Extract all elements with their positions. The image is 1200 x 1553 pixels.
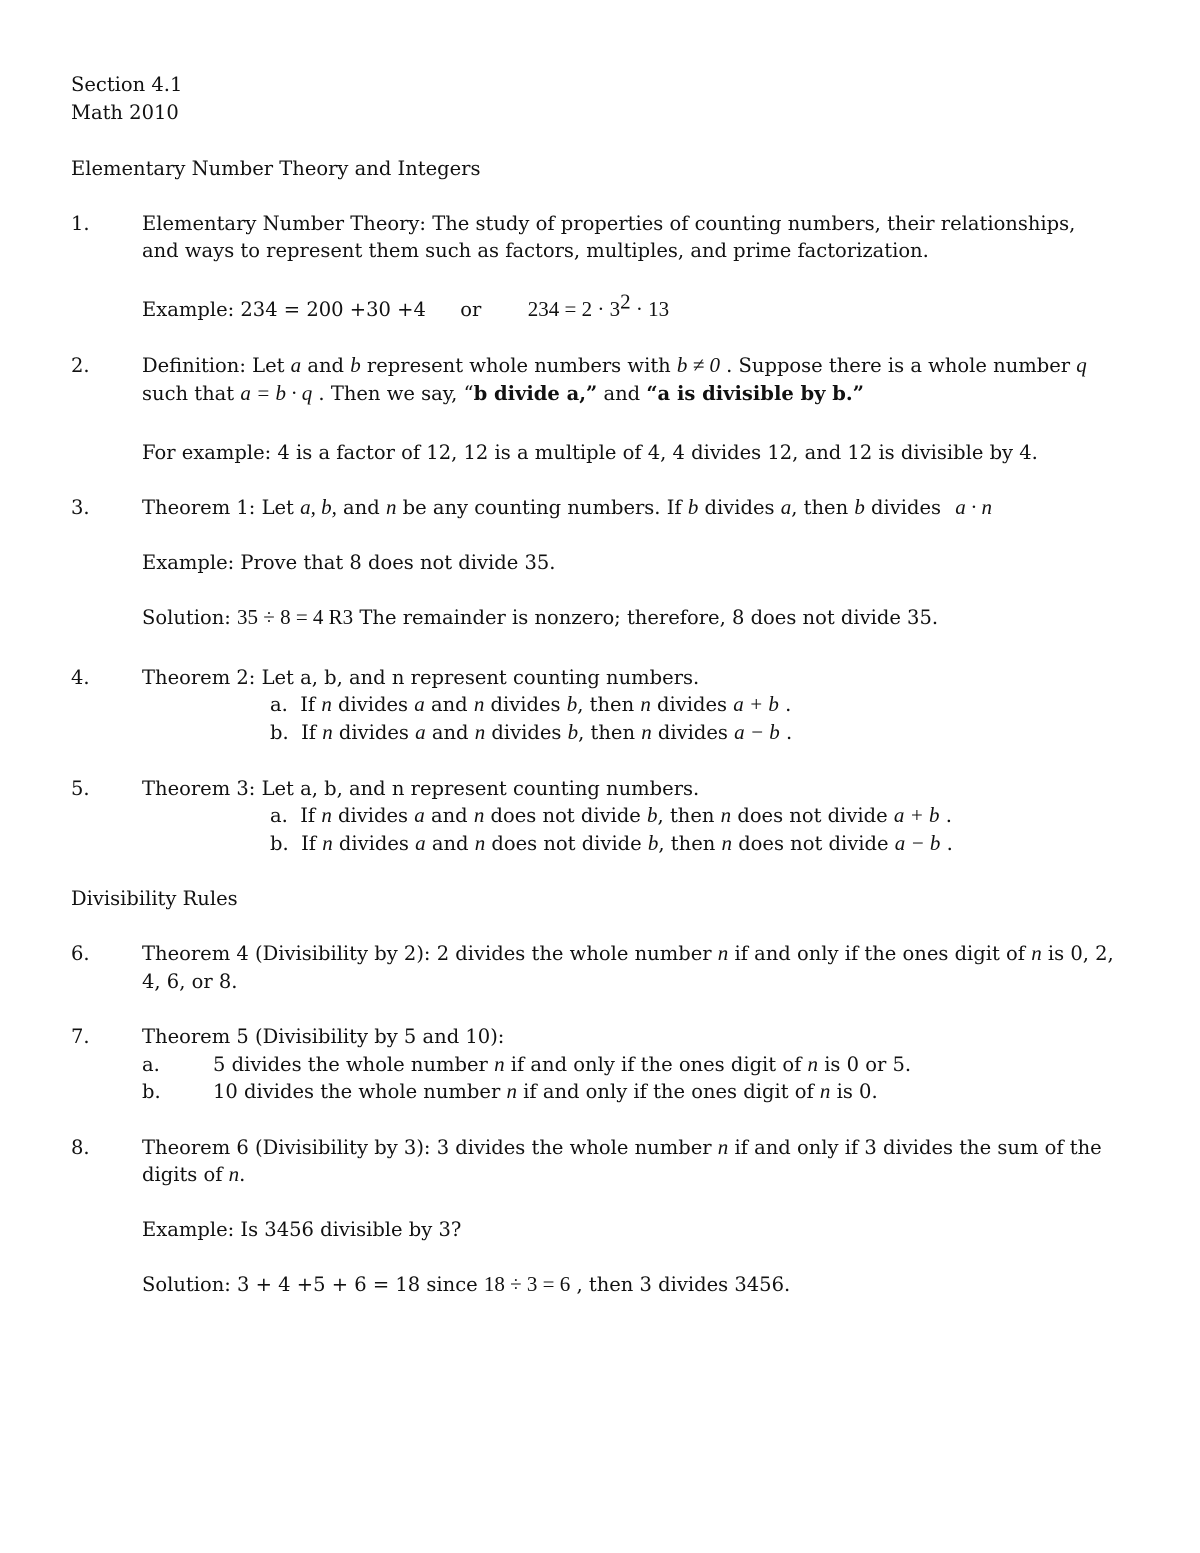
- text-span: and: [597, 382, 647, 405]
- item1-example: [142, 289, 670, 323]
- text-span: The remainder is nonzero; therefore, 8 does not divide 35.: [353, 606, 939, 629]
- var-n: n: [819, 1079, 831, 1103]
- part-label: b.: [270, 832, 289, 855]
- item3-solution: [142, 604, 938, 631]
- item3-theorem: [142, 494, 992, 521]
- text-span: such that: [142, 382, 241, 405]
- item4-part-a: [270, 691, 791, 718]
- section-heading: Divisibility Rules: [71, 887, 238, 910]
- text-span: Theorem 1: Let: [142, 496, 301, 519]
- item6-line1: [142, 940, 1114, 967]
- text-span: does not divide: [484, 804, 648, 827]
- item-number: 8.: [71, 1136, 90, 1159]
- item8-line2: [142, 1161, 245, 1188]
- product-math: a · n: [955, 495, 992, 519]
- var-n: n: [641, 720, 652, 744]
- var-n: n: [321, 803, 332, 827]
- var-a: a: [414, 692, 425, 716]
- text-span: is 0 or 5.: [818, 1053, 912, 1076]
- item8-example: Example: Is 3456 divisible by 3?: [142, 1218, 462, 1241]
- solution-math: 35 ÷ 8 = 4 R3: [237, 605, 354, 629]
- var-n: n: [473, 803, 485, 827]
- item1-example-math: 234 = 2 · 3: [527, 297, 621, 321]
- var-n: n: [1031, 941, 1042, 965]
- var-b: b: [567, 720, 579, 744]
- text-span: Definition: Let: [142, 354, 291, 377]
- item2-line1: [142, 352, 1087, 379]
- text-span: . Then we say, “: [312, 382, 474, 405]
- text-span: . Suppose there is a whole number: [719, 354, 1077, 377]
- sum-math: a + b: [733, 692, 779, 716]
- section-label: Section 4.1: [71, 73, 183, 96]
- text-span: Solution:: [142, 606, 238, 629]
- item-number: 2.: [71, 354, 90, 377]
- text-span: and: [425, 721, 475, 744]
- item-number: 4.: [71, 666, 90, 689]
- text-span: 5 divides the whole number: [213, 1053, 495, 1076]
- var-n: n: [385, 495, 397, 519]
- item4-part-b: [270, 719, 792, 746]
- item6-line2: 4, 6, or 8.: [142, 970, 238, 993]
- text-span: divides: [331, 693, 415, 716]
- text-span: .: [778, 693, 792, 716]
- text-span: divides: [650, 693, 734, 716]
- item4-heading: Theorem 2: Let a, b, and n represent counting numbers.: [142, 666, 700, 689]
- var-n: n: [640, 692, 651, 716]
- var-a: a: [290, 353, 302, 377]
- text-span: If: [300, 693, 322, 716]
- item7-part-a: [213, 1051, 911, 1078]
- text-span: , then: [657, 804, 721, 827]
- item1-line2: and ways to represent them such as factors, multiples, and prime factorization.: [142, 239, 929, 262]
- var-n: n: [322, 831, 333, 855]
- text-span: and: [424, 693, 474, 716]
- text-span: .: [779, 721, 793, 744]
- item7-heading: Theorem 5 (Divisibility by 5 and 10):: [142, 1025, 505, 1048]
- page-title: Elementary Number Theory and Integers: [71, 157, 481, 180]
- course-label: Math 2010: [71, 101, 179, 124]
- text-span: and: [301, 354, 351, 377]
- text-span: does not divide: [731, 804, 894, 827]
- item5-heading: Theorem 3: Let a, b, and n represent counting numbers.: [142, 777, 700, 800]
- text-span: and: [425, 832, 475, 855]
- item8-solution: [142, 1271, 790, 1298]
- text-span: divides: [332, 832, 416, 855]
- item-number: 7.: [71, 1025, 90, 1048]
- text-span: and: [336, 496, 386, 519]
- var-n: n: [717, 1135, 729, 1159]
- item7-part-b-label: b.: [142, 1080, 161, 1103]
- item3-example: Example: Prove that 8 does not divide 35.: [142, 551, 556, 574]
- item1-example-tail: · 13: [630, 297, 670, 321]
- text-span: divides: [698, 496, 781, 519]
- text-span: If: [301, 721, 323, 744]
- item5-part-a: [270, 802, 952, 829]
- item1-line1: Elementary Number Theory: The study of properties of counting numbers, their relationships,: [142, 212, 1076, 235]
- text-span: and: [424, 804, 474, 827]
- part-label: a.: [270, 804, 288, 827]
- item7-part-b: [213, 1078, 878, 1105]
- item2-example: For example: 4 is a factor of 12, 12 is a multiple of 4, 4 divides 12, and 12 is divisible by 4.: [142, 441, 1038, 464]
- var-b: b: [687, 495, 699, 519]
- var-n: n: [807, 1052, 818, 1076]
- var-b: b: [854, 495, 865, 519]
- solution-math: 18 ÷ 3 = 6: [483, 1272, 571, 1296]
- text-span: , then: [791, 496, 855, 519]
- text-span: is 0, 2,: [1041, 942, 1114, 965]
- text-span: divides: [331, 804, 415, 827]
- var-n: n: [506, 1079, 517, 1103]
- var-a: a: [415, 831, 426, 855]
- item-number: 1.: [71, 212, 90, 235]
- text-span: Theorem 4 (Divisibility by 2): 2 divides the whole number: [142, 942, 718, 965]
- text-span: digits of: [142, 1163, 229, 1186]
- text-span: if and only if 3 divides the sum of the: [728, 1136, 1102, 1159]
- text-span: , then: [658, 832, 722, 855]
- vars: a, b,: [300, 495, 337, 519]
- text-span: If: [300, 804, 322, 827]
- var-n: n: [321, 692, 332, 716]
- var-q: q: [1076, 353, 1087, 377]
- item7-part-a-label: a.: [142, 1053, 160, 1076]
- var-n: n: [474, 720, 486, 744]
- item2-line2: [142, 380, 864, 407]
- text-span: is 0.: [830, 1080, 878, 1103]
- text-span: If: [301, 832, 323, 855]
- var-n: n: [474, 831, 486, 855]
- text-span: .: [939, 804, 952, 827]
- text-span: Theorem 6 (Divisibility by 3): 3 divides the whole number: [142, 1136, 718, 1159]
- var-a: a: [780, 495, 792, 519]
- text-span: does not divide: [732, 832, 895, 855]
- diff-math: a − b: [894, 831, 941, 855]
- var-n: n: [322, 720, 333, 744]
- text-span: , then 3 divides 3456.: [570, 1273, 791, 1296]
- text-span: divides: [651, 721, 735, 744]
- var-a: a: [414, 803, 425, 827]
- var-b: b: [566, 692, 578, 716]
- var-n: n: [720, 803, 732, 827]
- text-span: does not divide: [485, 832, 648, 855]
- text-span: divides: [864, 496, 948, 519]
- var-n: n: [228, 1162, 240, 1186]
- text-span: if and only if the ones digit of: [728, 942, 1032, 965]
- text-span: , then: [577, 693, 641, 716]
- var-b: b: [350, 353, 361, 377]
- var-n: n: [494, 1052, 505, 1076]
- text-span: .: [940, 832, 953, 855]
- item-number: 3.: [71, 496, 90, 519]
- part-label: b.: [270, 721, 289, 744]
- text-span: 10 divides the whole number: [213, 1080, 507, 1103]
- sum-math: a + b: [893, 803, 940, 827]
- text-span: if and only if the ones digit of: [516, 1080, 820, 1103]
- text-span: .: [239, 1163, 246, 1186]
- text-span: if and only if the ones digit of: [504, 1053, 808, 1076]
- item1-example-label: Example: 234 = 200 +30 +4: [142, 298, 426, 321]
- item8-line1: [142, 1134, 1102, 1161]
- item1-example-or: or: [460, 298, 482, 321]
- item-number: 6.: [71, 942, 90, 965]
- item-number: 5.: [71, 777, 90, 800]
- condition-math: b ≠ 0: [676, 353, 720, 377]
- text-span: divides: [485, 721, 568, 744]
- bold-phrase: “a is divisible by b.”: [646, 382, 864, 405]
- text-span: Solution: 3 + 4 +5 + 6 = 18 since: [142, 1273, 484, 1296]
- bold-phrase: b divide a,”: [473, 382, 598, 405]
- var-n: n: [473, 692, 485, 716]
- var-n: n: [721, 831, 732, 855]
- var-b: b: [647, 803, 658, 827]
- item5-part-b: [270, 830, 953, 857]
- item1-example-exponent: 2: [620, 289, 631, 314]
- text-span: be any counting numbers. If: [396, 496, 688, 519]
- part-label: a.: [270, 693, 288, 716]
- var-a: a: [415, 720, 426, 744]
- text-span: , then: [578, 721, 642, 744]
- text-span: represent whole numbers with: [360, 354, 677, 377]
- var-n: n: [717, 941, 729, 965]
- var-b: b: [647, 831, 659, 855]
- diff-math: a − b: [734, 720, 780, 744]
- text-span: divides: [332, 721, 416, 744]
- text-span: divides: [484, 693, 567, 716]
- equation-math: a = b · q: [240, 381, 313, 405]
